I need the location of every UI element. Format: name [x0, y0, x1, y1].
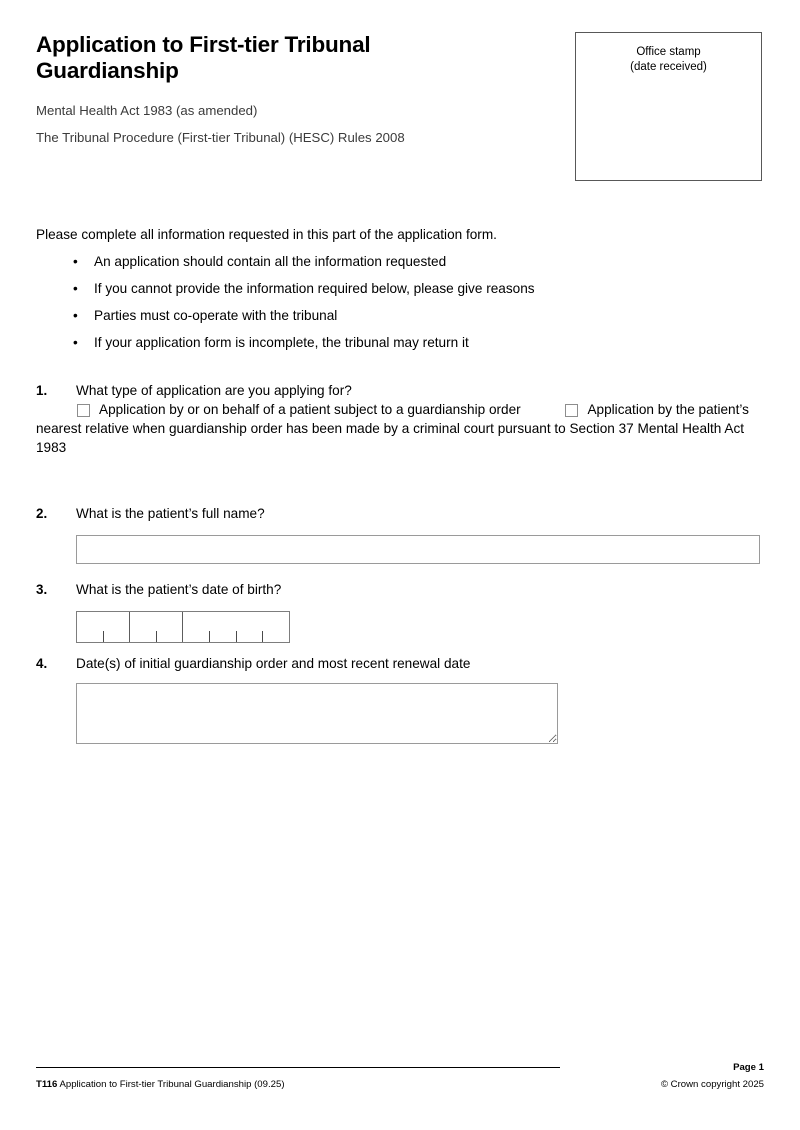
office-stamp-line-2: (date received)	[630, 61, 707, 73]
subtitle-act: Mental Health Act 1983 (as amended)	[36, 103, 258, 118]
patient-date-of-birth-input[interactable]	[76, 611, 290, 643]
dob-cell-divider	[156, 631, 157, 642]
bullet-icon: •	[73, 254, 78, 269]
office-stamp-label	[576, 33, 761, 75]
list-item-label: An application should contain all the information requested	[94, 254, 447, 269]
question-1	[36, 382, 762, 457]
question-2	[36, 505, 762, 564]
office-stamp-line-1: Office stamp	[636, 46, 701, 58]
page-title-line-2: Guardianship	[36, 58, 179, 83]
list-item	[70, 307, 710, 334]
page-title-line-1: Application to First-tier Tribunal	[36, 32, 371, 57]
footer-copyright: © Crown copyright 2025	[660, 1079, 764, 1090]
question-4-label: Date(s) of initial guardianship order and most recent renewal date	[76, 656, 471, 671]
subtitle-rules: The Tribunal Procedure (First-tier Tribunal) (HESC) Rules 2008	[36, 130, 405, 145]
question-2-label: What is the patient’s full name?	[76, 506, 265, 521]
document-header	[36, 32, 556, 146]
footer-form-reference	[36, 1078, 285, 1091]
footer-form-description: Application to First-tier Tribunal Guardianship (09.25)	[59, 1079, 285, 1090]
question-4	[36, 655, 762, 749]
instructions-list	[70, 253, 710, 361]
page-title	[36, 32, 406, 84]
checkbox-icon[interactable]	[77, 404, 90, 417]
question-3-number: 3.	[36, 582, 48, 597]
question-1-option-1-label: Application by or on behalf of a patient subject to a guardianship order	[99, 402, 521, 417]
question-3	[36, 581, 762, 643]
dob-cell-divider	[103, 631, 104, 642]
checkbox-icon[interactable]	[565, 404, 578, 417]
dob-year-field[interactable]	[183, 612, 289, 642]
guardianship-order-dates-input[interactable]	[76, 683, 558, 744]
footer-page-number: Page 1	[733, 1062, 764, 1073]
dob-cell-divider	[236, 631, 237, 642]
footer-page-info	[661, 1061, 764, 1092]
dob-day-field[interactable]	[77, 612, 130, 642]
list-item	[70, 334, 710, 361]
question-2-number: 2.	[36, 506, 48, 521]
dob-cell-divider	[209, 631, 210, 642]
question-1-option-1[interactable]	[76, 402, 524, 417]
question-3-label: What is the patient’s date of birth?	[76, 582, 282, 597]
office-stamp-box	[575, 32, 762, 181]
bullet-icon: •	[73, 335, 78, 350]
patient-full-name-input[interactable]	[76, 535, 760, 564]
question-1-option-2-label: Application by the patient’s nearest relative when guardianship order has been made by a criminal court pursuant to Section 37 Mental Health Act 1983	[36, 402, 749, 455]
list-item-label: If your application form is incomplete, the tribunal may return it	[94, 335, 469, 350]
instructions-intro: Please complete all information requested in this part of the application form.	[36, 227, 497, 242]
footer-form-code: T116	[36, 1079, 58, 1090]
dob-month-field[interactable]	[130, 612, 183, 642]
bullet-icon: •	[73, 281, 78, 296]
list-item	[70, 280, 710, 307]
question-1-label: What type of application are you applying for?	[76, 383, 352, 398]
list-item	[70, 253, 710, 280]
list-item-label: If you cannot provide the information required below, please give reasons	[94, 281, 535, 296]
bullet-icon: •	[73, 308, 78, 323]
list-item-label: Parties must co-operate with the tribunal	[94, 308, 338, 323]
dob-cell-divider	[262, 631, 263, 642]
question-4-number: 4.	[36, 656, 48, 671]
footer-divider	[36, 1067, 560, 1068]
question-1-number: 1.	[36, 383, 48, 398]
